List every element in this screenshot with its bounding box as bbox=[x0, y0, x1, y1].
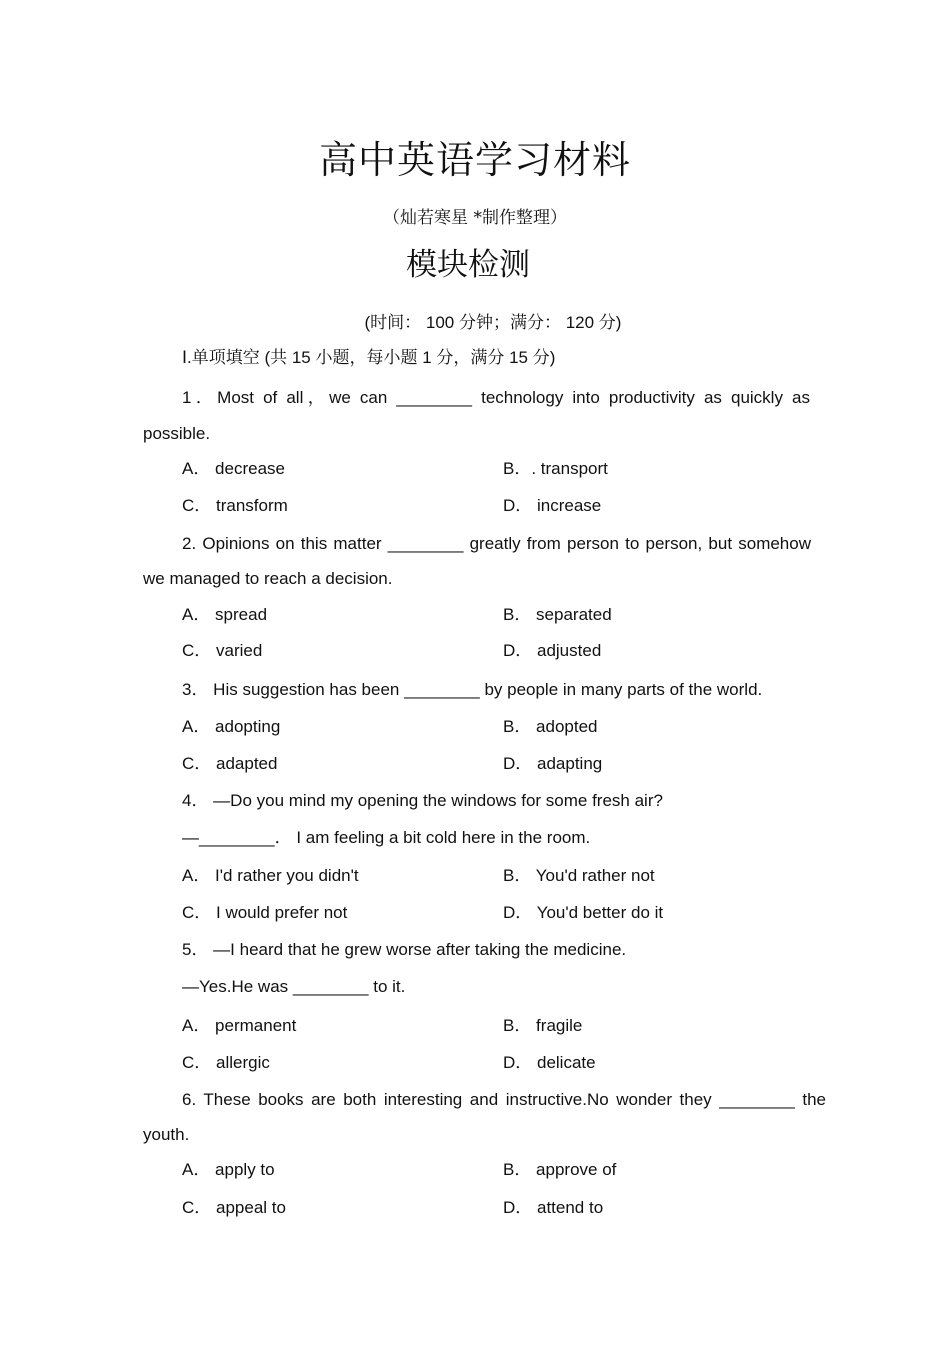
option-b: B． fragile bbox=[503, 1016, 583, 1035]
option-d: D． You'd better do it bbox=[503, 903, 664, 922]
exam-info: (时间： 100 分钟；满分： 120 分) bbox=[364, 313, 622, 332]
question-stem: 2. Opinions on this matter ________ greatly from person to person, but somehow bbox=[182, 534, 811, 553]
question-stem-response: —________． I am feeling a bit cold here in the room. bbox=[182, 828, 591, 847]
option-d: D． increase bbox=[503, 496, 602, 515]
option-b: B． separated bbox=[503, 605, 612, 624]
option-d: D． delicate bbox=[503, 1053, 596, 1072]
question-stem-continued: possible. bbox=[143, 424, 211, 443]
question-stem: 6. These books are both interesting and instructive.No wonder they ________ the bbox=[182, 1090, 826, 1109]
option-a: A． decrease bbox=[182, 459, 285, 478]
question-stem: 1．Most of all，we can ________ technology into productivity as quickly as bbox=[182, 388, 810, 407]
option-c: C． I would prefer not bbox=[182, 903, 348, 922]
option-d: D． adapting bbox=[503, 754, 603, 773]
document-subtitle: （灿若寒星 *制作整理） bbox=[383, 208, 567, 228]
question-stem-response: —Yes.He was ________ to it. bbox=[182, 977, 406, 996]
option-a: A． apply to bbox=[182, 1160, 275, 1179]
question-stem-continued: we managed to reach a decision. bbox=[143, 569, 393, 588]
document-title: 高中英语学习材料 bbox=[318, 138, 631, 182]
option-c: C． adapted bbox=[182, 754, 278, 773]
option-b: B． adopted bbox=[503, 717, 598, 736]
option-b: B． approve of bbox=[503, 1160, 617, 1179]
question-stem: 3． His suggestion has been ________ by people in many parts of the world. bbox=[182, 680, 763, 699]
option-c: C． varied bbox=[182, 641, 263, 660]
option-a: A． permanent bbox=[182, 1016, 297, 1035]
option-b: B． You'd rather not bbox=[503, 866, 655, 885]
option-d: D． attend to bbox=[503, 1198, 604, 1217]
option-a: A． I'd rather you didn't bbox=[182, 866, 359, 885]
question-stem: 5． —I heard that he grew worse after taking the medicine. bbox=[182, 940, 627, 959]
option-a: A． adopting bbox=[182, 717, 281, 736]
option-d: D． adjusted bbox=[503, 641, 602, 660]
question-stem-continued: youth. bbox=[143, 1125, 190, 1144]
option-c: C． allergic bbox=[182, 1053, 270, 1072]
section-heading: Ⅰ.单项填空 (共 15 小题，每小题 1 分，满分 15 分) bbox=[182, 348, 556, 367]
option-a: A． spread bbox=[182, 605, 268, 624]
option-c: C． appeal to bbox=[182, 1198, 286, 1217]
option-c: C． transform bbox=[182, 496, 288, 515]
question-stem: 4． —Do you mind my opening the windows for some fresh air? bbox=[182, 791, 663, 810]
option-b: B．. transport bbox=[503, 459, 608, 478]
module-title: 模块检测 bbox=[406, 247, 530, 283]
